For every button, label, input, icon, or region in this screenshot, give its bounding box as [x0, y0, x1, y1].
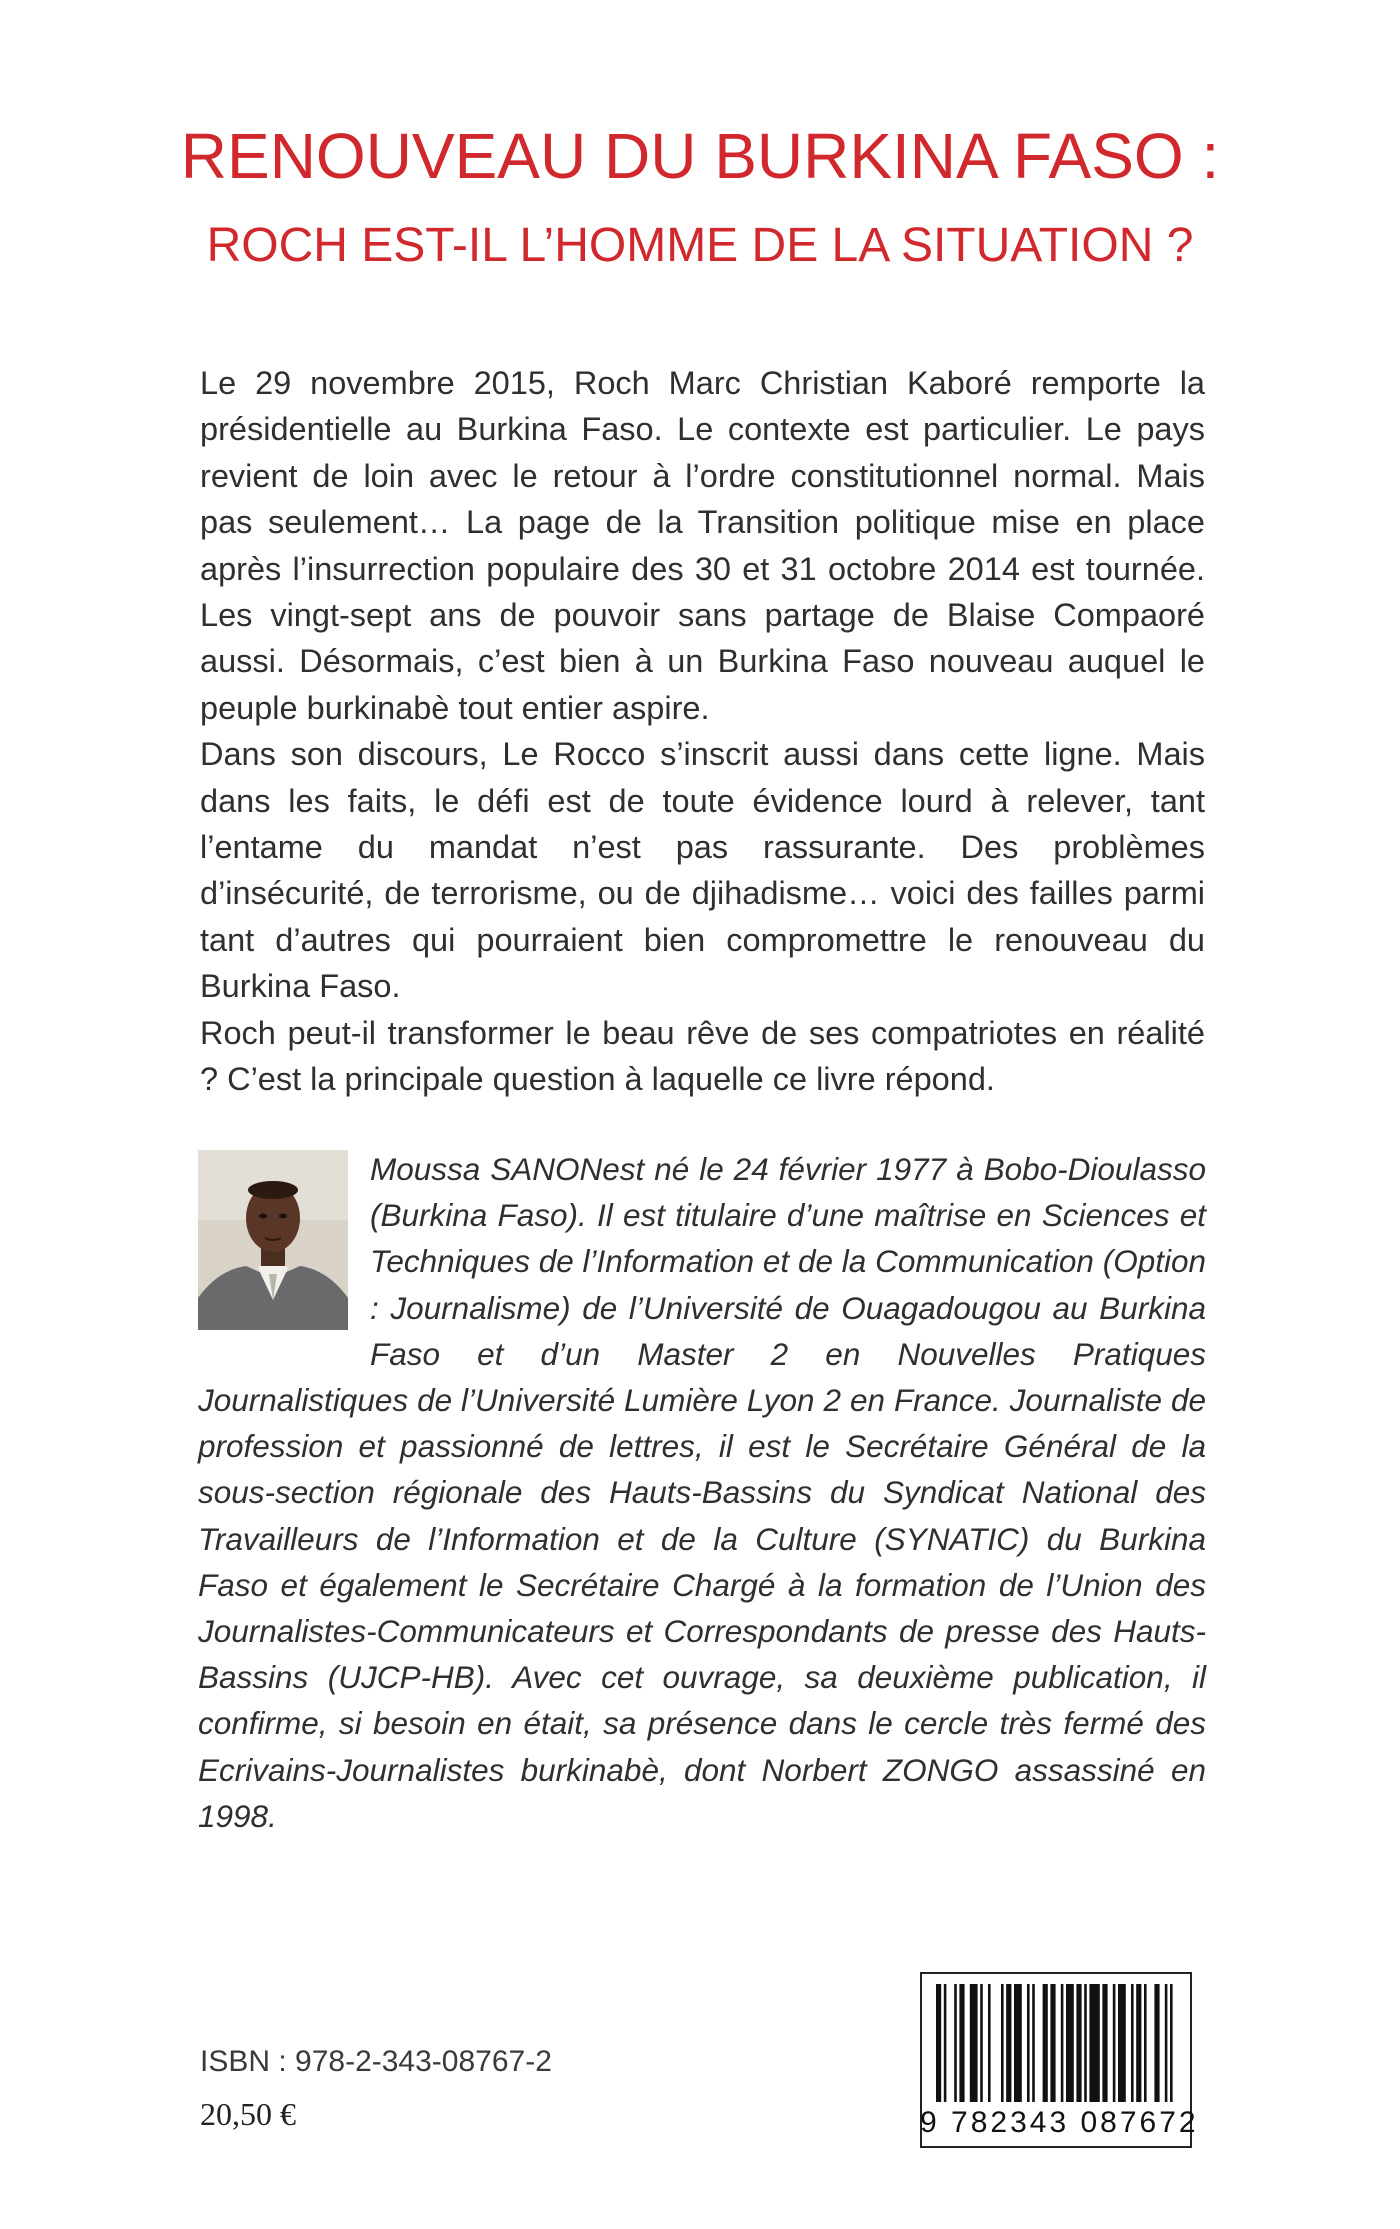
- barcode-bar: [1089, 1984, 1099, 2102]
- barcode-bar: [1014, 1984, 1022, 2102]
- barcode-bar: [959, 1984, 964, 2102]
- barcode-bar: [1066, 1984, 1074, 2102]
- barcode-bar: [1027, 1984, 1030, 2102]
- barcode-bar: [988, 1984, 991, 2102]
- barcode-bar: [1001, 1984, 1004, 2102]
- cover-title: RENOUVEAU DU BURKINA FASO :: [180, 120, 1220, 192]
- summary-paragraph: Dans son discours, Le Rocco s’inscrit aussi dans cette ligne. Mais dans les faits, le défi est de toute évidence lourd à relever, tant l’entame du mandat n’est pas rassurante. Des problèmes d’insécurité, de terrorisme, ou de djihadisme… voici des failles parmi tant d’autres qui pourraient bien compromettre le renouveau du Burkina Faso.: [200, 736, 1205, 1005]
- barcode-bar: [1136, 1984, 1141, 2102]
- barcode-number: 9 782343 087672: [920, 2106, 1199, 2139]
- barcode-bar: [970, 1984, 978, 2102]
- barcode-bar: [1084, 1984, 1087, 2102]
- barcode-bar: [1131, 1984, 1134, 2102]
- barcode-bar: [1165, 1984, 1168, 2102]
- barcode-bar: [1032, 1984, 1035, 2102]
- barcode-bar: [1154, 1984, 1159, 2102]
- author-portrait-image: [198, 1150, 348, 1330]
- book-summary: [200, 360, 1205, 1103]
- barcode-bar: [944, 1984, 947, 2102]
- barcode-bar: [1050, 1984, 1055, 2102]
- barcode-bar: [936, 1984, 941, 2102]
- cover-subtitle: ROCH EST-IL L’HOMME DE LA SITUATION ?: [206, 219, 1194, 272]
- barcode-bar: [1076, 1984, 1081, 2102]
- barcode-bar: [980, 1984, 983, 2102]
- summary-paragraph: Roch peut-il transformer le beau rêve de ses compatriotes en réalité ? C’est la principale question à laquelle ce livre répond.: [200, 1014, 1205, 1098]
- barcode-bar: [1043, 1984, 1048, 2102]
- summary-paragraph: Le 29 novembre 2015, Roch Marc Christian Kaboré remporte la présidentielle au Burkina Faso. Le contexte est particulier. Le pays revient de loin avec le retour à l’ordre constitutionnel normal. Mais pas seulement… La page de la Transition politique mise en place après l’insurrection populaire des 30 et 31 octobre 2014 est tournée. Les vingt-sept ans de pouvoir sans partage de Blaise Compaoré aussi. Désormais, c’est bien à un Burkina Faso nouveau auquel le peuple burkinabè tout entier aspire.: [200, 365, 1205, 726]
- barcode-bar: [1061, 1984, 1064, 2102]
- barcode-bar: [1170, 1984, 1173, 2102]
- barcode-bar: [1144, 1984, 1147, 2102]
- barcode-bar: [1113, 1984, 1116, 2102]
- price: 20,50 €: [200, 2096, 296, 2132]
- author-bio-text: est né le 24 février 1977 à Bobo-Dioulasso (Burkina Faso). Il est titulaire d’une maîtrise en Sciences et Techniques de l’Information et de la Communication (Option : Journalisme) de l’Université de Ouagadougou au Burkina Faso et d’un Master 2 en Nouvelles Pratiques Journalistiques de l’Université Lumière Lyon 2 en France. Journaliste de profession et passionné de lettres, il est le Secrétaire Général de la sous-section régionale des Hauts-Bassins du Syndicat National des Travailleurs de l’Information et de la Culture (SYNATIC) du Burkina Faso et également le Secrétaire Chargé à la formation de l’Union des Journalistes-Communicateurs et Correspondants de presse des Hauts-Bassins (UJCP-HB). Avec cet ouvrage, sa deuxième publication, il confirme, si besoin en était, sa présence dans le cercle très fermé des Ecrivains-Journalistes burkinabè, dont Norbert ZONGO assassiné en 1998.: [198, 1151, 1206, 1834]
- barcode-bar: [1006, 1984, 1011, 2102]
- author-photo: [198, 1150, 348, 1330]
- author-name: Moussa SANON: [370, 1151, 603, 1187]
- barcode-bar: [1102, 1984, 1107, 2102]
- barcode-bar: [954, 1984, 957, 2102]
- isbn: ISBN : 978-2-343-08767-2: [200, 2045, 552, 2078]
- barcode-bar: [1118, 1984, 1126, 2102]
- author-bio: [198, 1146, 1206, 1839]
